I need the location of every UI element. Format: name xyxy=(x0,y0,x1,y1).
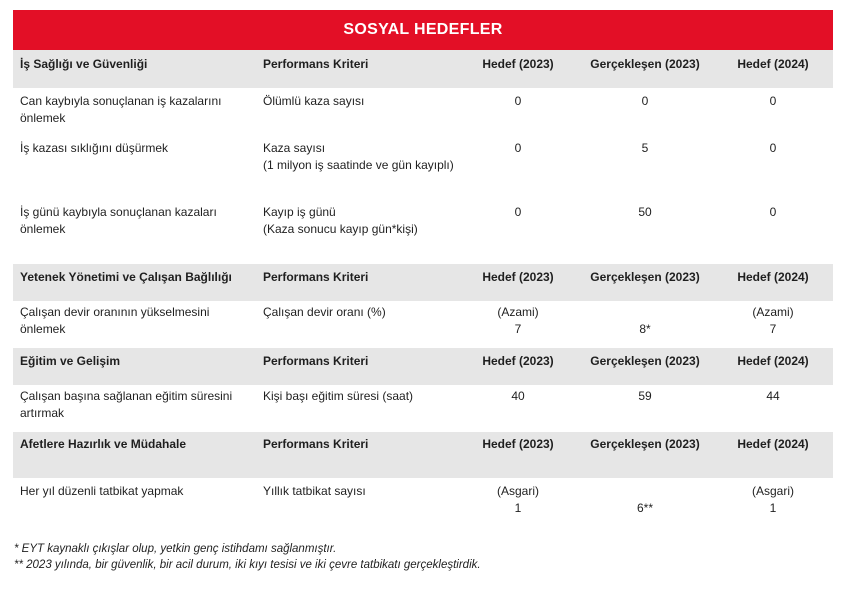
target-2024-column-header: Hedef (2024) xyxy=(737,57,809,71)
section-heading: Yetenek Yönetimi ve Çalışan Bağlılığı xyxy=(20,270,232,284)
criterion-cell: Kaza sayısı (1 milyon iş saatinde ve gün kayıplı) xyxy=(263,141,454,172)
goal-cell: Çalışan başına sağlanan eğitim süresini artırmak xyxy=(20,389,233,420)
actual-2023-cell: 50 xyxy=(638,205,652,219)
target-2023-cell: 0 xyxy=(514,205,522,219)
section-header-talent-management xyxy=(13,264,833,301)
actual-2023-column-header: Gerçekleşen (2023) xyxy=(590,57,700,71)
target-2024-cell: 0 xyxy=(769,205,777,219)
target-2023-column-header: Hedef (2023) xyxy=(482,437,554,451)
actual-2023-column-header: Gerçekleşen (2023) xyxy=(590,270,700,284)
target-2024-cell: 44 xyxy=(766,389,780,403)
target-2023-column-header: Hedef (2023) xyxy=(482,57,554,71)
goal-cell: Can kaybıyla sonuçlanan iş kazalarını önlemek xyxy=(20,94,222,125)
target-2024-column-header: Hedef (2024) xyxy=(737,437,809,451)
section-header-occupational-safety xyxy=(13,50,833,88)
actual-2023-cell: 5 xyxy=(641,141,649,155)
criteria-column-header: Performans Kriteri xyxy=(263,437,369,451)
target-2024-cell: 0 xyxy=(769,94,777,108)
actual-2023-column-header: Gerçekleşen (2023) xyxy=(590,354,700,368)
criterion-cell: Ölümlü kaza sayısı xyxy=(263,94,365,108)
section-header-disaster-preparedness xyxy=(13,432,833,478)
target-2023-cell: (Asgari) 1 xyxy=(496,484,539,515)
table-row xyxy=(13,136,833,200)
section-heading: Afetlere Hazırlık ve Müdahale xyxy=(20,437,187,451)
target-2023-column-header: Hedef (2023) xyxy=(482,270,554,284)
actual-2023-cell: 8* xyxy=(639,322,651,336)
table-row xyxy=(13,88,833,136)
actual-2023-cell: 59 xyxy=(638,389,652,403)
target-2024-cell: 0 xyxy=(769,141,777,155)
target-2023-cell: (Azami) 7 xyxy=(497,305,539,336)
criterion-cell: Çalışan devir oranı (%) xyxy=(263,305,386,319)
target-2023-cell: 40 xyxy=(511,389,525,403)
target-2023-cell: 0 xyxy=(514,141,522,155)
page-title xyxy=(13,10,833,50)
target-2024-cell: (Azami) 7 xyxy=(752,305,794,336)
table-row xyxy=(13,200,833,264)
footnote: * EYT kaynaklı çıkışlar olup, yetkin genç istihdamı sağlanmıştır. xyxy=(14,543,337,555)
table-row xyxy=(13,478,833,524)
goal-cell: Çalışan devir oranının yükselmesini önlemek xyxy=(20,305,210,336)
section-header-training xyxy=(13,348,833,385)
criteria-column-header: Performans Kriteri xyxy=(263,57,369,71)
target-2024-column-header: Hedef (2024) xyxy=(737,270,809,284)
footnote: ** 2023 yılında, bir güvenlik, bir acil durum, iki kıyı tesisi ve iki çevre tatbikatı gerçekleştirdik. xyxy=(14,559,481,571)
goal-cell: İş kazası sıklığını düşürmek xyxy=(20,141,169,155)
criterion-cell: Kayıp iş günü (Kaza sonucu kayıp gün*kişi) xyxy=(263,205,418,236)
goal-cell: İş günü kaybıyla sonuçlanan kazaları önlemek xyxy=(20,205,217,236)
criteria-column-header: Performans Kriteri xyxy=(263,270,369,284)
goal-cell: Her yıl düzenli tatbikat yapmak xyxy=(20,484,184,498)
actual-2023-cell: 0 xyxy=(641,94,649,108)
target-2023-cell: 0 xyxy=(514,94,522,108)
section-heading: İş Sağlığı ve Güvenliği xyxy=(20,57,148,71)
target-2024-cell: (Asgari) 1 xyxy=(751,484,794,515)
title-text: SOSYAL HEDEFLER xyxy=(343,21,503,38)
target-2023-column-header: Hedef (2023) xyxy=(482,354,554,368)
target-2024-column-header: Hedef (2024) xyxy=(737,354,809,368)
criterion-cell: Yıllık tatbikat sayısı xyxy=(263,484,366,498)
criterion-cell: Kişi başı eğitim süresi (saat) xyxy=(263,389,414,403)
actual-2023-cell: 6** xyxy=(636,501,653,515)
section-heading: Eğitim ve Gelişim xyxy=(20,354,121,368)
actual-2023-column-header: Gerçekleşen (2023) xyxy=(590,437,700,451)
criteria-column-header: Performans Kriteri xyxy=(263,354,369,368)
table-row xyxy=(13,301,833,348)
table-row xyxy=(13,385,833,432)
